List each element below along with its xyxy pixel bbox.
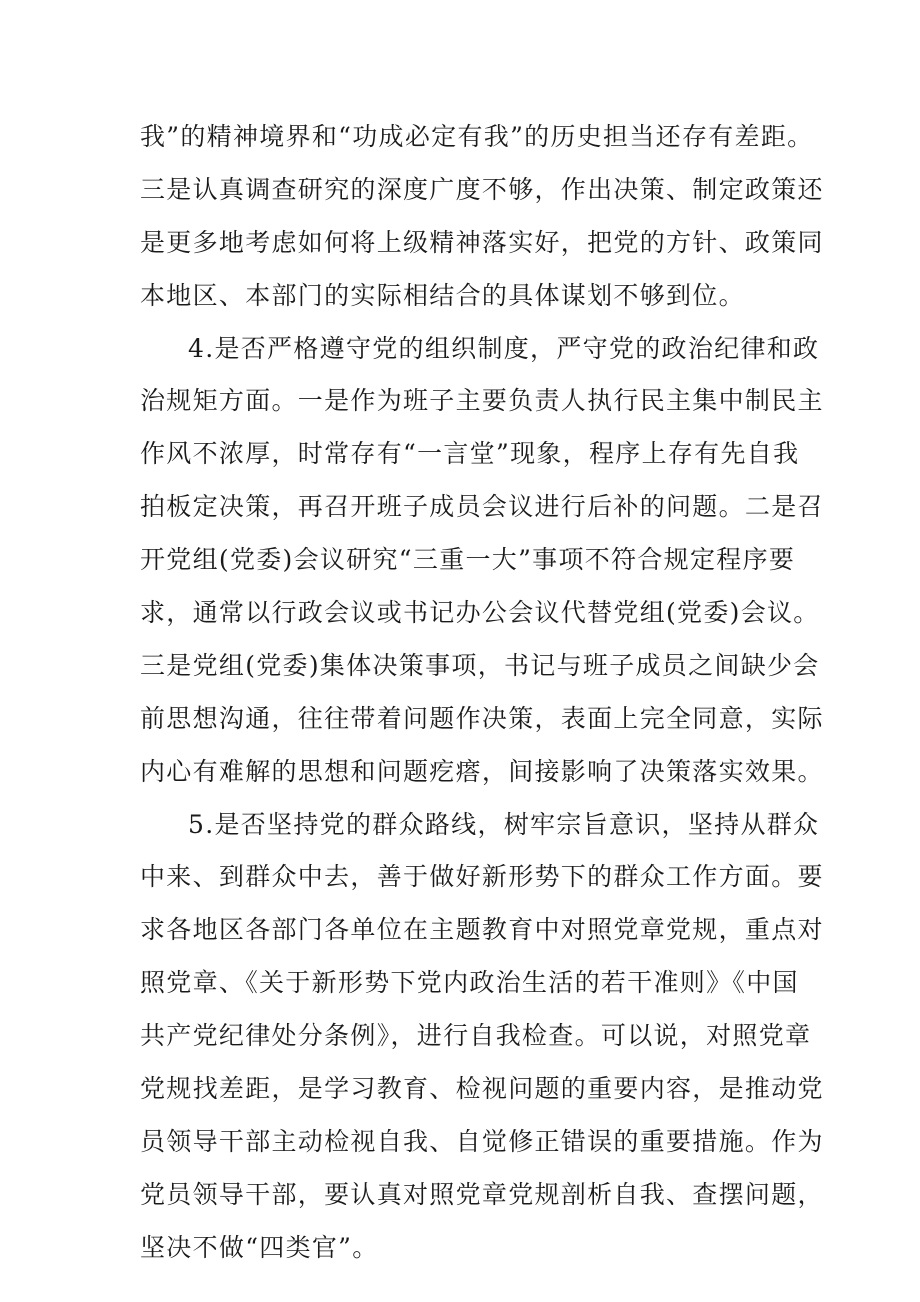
text-line: 党规找差距，是学习教育、检视问题的重要内容，是推动党 — [140, 1074, 824, 1104]
text-line: 作风不浓厚，时常存有“一言堂”现象，程序上存有先自我 — [140, 439, 800, 469]
paragraph-start-line: 5.是否坚持党的群众路线，树牢宗旨意识，坚持从群众 — [188, 809, 820, 839]
text-line: 内心有难解的思想和问题疙瘩，间接影响了决策落实效果。 — [140, 756, 824, 786]
text-line: 求各地区各部门各单位在主题教育中对照党章党规，重点对 — [140, 915, 824, 945]
document-body — [140, 111, 824, 1275]
text-line: 本地区、本部门的实际相结合的具体谋划不够到位。 — [140, 280, 745, 310]
text-line: 三是认真调查研究的深度广度不够，作出决策、制定政策还 — [140, 174, 824, 204]
text-line: 前思想沟通，往往带着问题作决策，表面上完全同意，实际 — [140, 703, 824, 733]
text-line: 员领导干部主动检视自我、自觉修正错误的重要措施。作为 — [140, 1126, 824, 1156]
text-line: 党员领导干部，要认真对照党章党规剖析自我、查摆问题， — [140, 1179, 824, 1209]
text-line: 我”的精神境界和“功成必定有我”的历史担当还存有差距。 — [140, 122, 814, 151]
text-line: 是更多地考虑如何将上级精神落实好，把党的方针、政策同 — [140, 227, 824, 257]
text-line: 照党章、《关于新形势下党内政治生活的若干准则》《中国 — [140, 968, 799, 998]
paragraph-start-line: 4.是否严格遵守党的组织制度，严守党的政治纪律和政 — [188, 333, 820, 363]
text-line: 开党组(党委)会议研究“三重一大”事项不符合规定程序要 — [140, 545, 796, 575]
text-line: 坚决不做“四类官”。 — [140, 1232, 379, 1262]
text-line: 中来、到群众中去，善于做好新形势下的群众工作方面。要 — [140, 862, 824, 892]
text-line: 三是党组(党委)集体决策事项，书记与班子成员之间缺少会 — [140, 650, 820, 680]
text-line: 拍板定决策，再召开班子成员会议进行后补的问题。二是召 — [140, 492, 824, 522]
text-line: 治规矩方面。一是作为班子主要负责人执行民主集中制民主 — [140, 386, 824, 416]
text-line: 共产党纪律处分条例》，进行自我检查。可以说，对照党章 — [140, 1021, 812, 1051]
text-line: 求，通常以行政会议或书记办公会议代替党组(党委)会议。 — [140, 598, 820, 628]
